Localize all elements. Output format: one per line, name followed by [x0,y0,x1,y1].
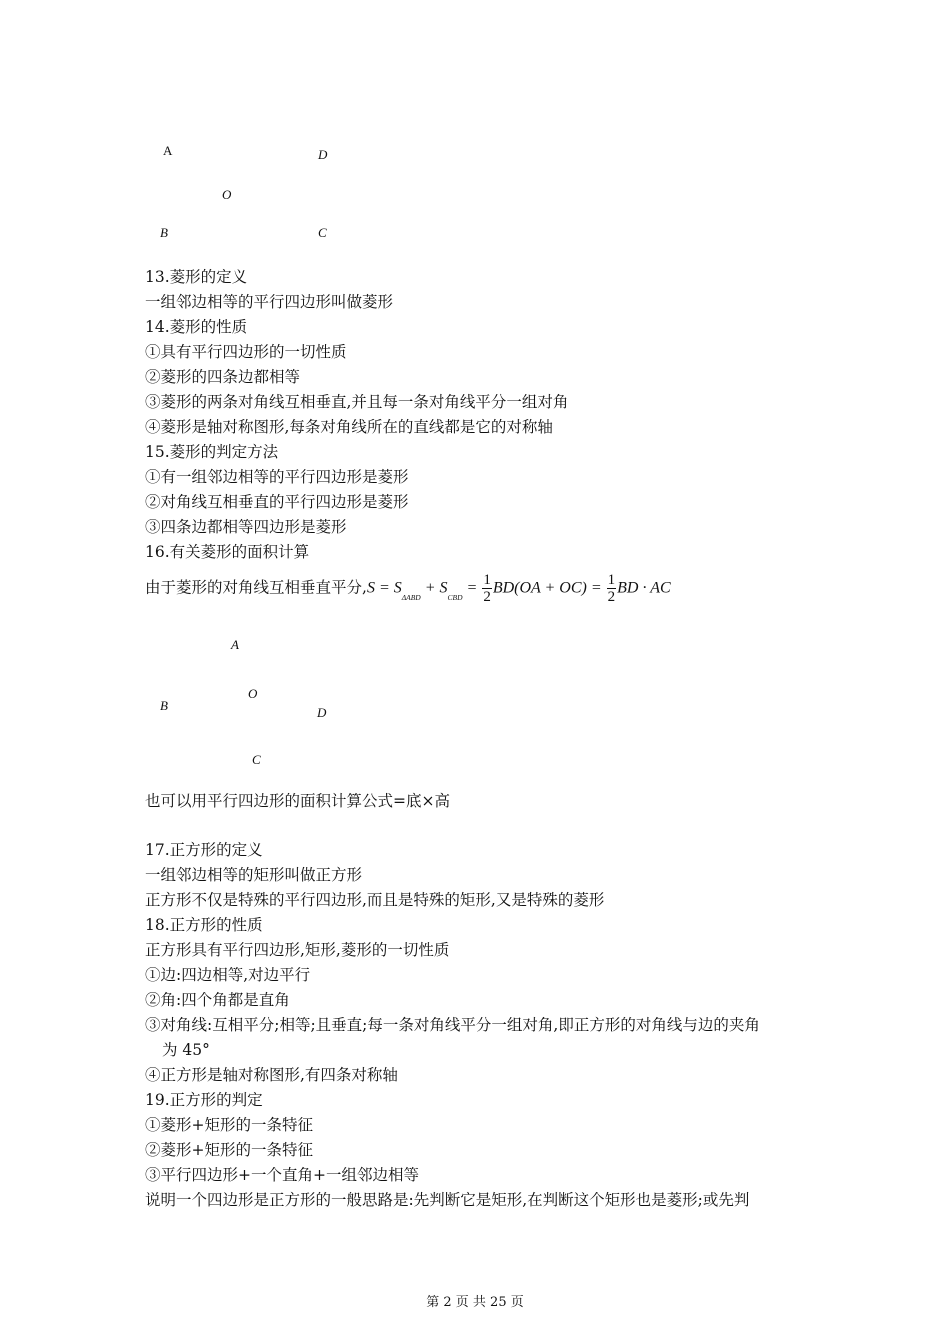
formula-part1: BD(OA + OC) = [492,579,606,597]
figure1-label-b: B [160,225,168,240]
text-line: ②菱形+矩形的一条特征 [145,1141,313,1159]
text-line: 也可以用平行四边形的面积计算公式=底×高 [145,792,450,810]
figure2-label-c: C [252,752,261,767]
formula-s1: S [393,579,402,597]
text-line: 正方形不仅是特殊的平行四边形,而且是特殊的矩形,又是特殊的菱形 [145,891,605,909]
section-18-title: 18.正方形的性质 [145,916,263,934]
formula-sub1: ΔABD [401,592,421,602]
text-line: ②菱形的四条边都相等 [145,368,301,386]
text-line: 一组邻边相等的矩形叫做正方形 [145,866,363,884]
text-line: ②对角线互相垂直的平行四边形是菱形 [145,493,409,511]
section-16-title: 16.有关菱形的面积计算 [145,543,310,561]
formula-equals-2: = [462,579,482,597]
formula-sub2: CBD [447,592,463,602]
text-line: ③对角线:互相平分;相等;且垂直;每一条对角线平分一组对角,即正方形的对角线与边的夹角 [145,1016,760,1034]
text-line: ④菱形是轴对称图形,每条对角线所在的直线都是它的对称轴 [145,418,553,436]
formula-plus: + [420,579,440,597]
fraction-denominator: 2 [483,589,491,605]
figure1-label-c: C [318,225,327,240]
fraction-denominator: 2 [607,589,616,605]
fraction-numerator: 1 [607,572,616,588]
text-line: ①具有平行四边形的一切性质 [145,343,347,361]
figure2-label-o: O [248,686,258,701]
text-line: 说明一个四边形是正方形的一般思路是:先判断它是矩形,在判断这个矩形也是菱形;或先判 [145,1191,750,1209]
text-line: ③菱形的两条对角线互相垂直,并且每一条对角线平分一组对角 [145,393,569,411]
section-15-title: 15.菱形的判定方法 [145,443,279,461]
figure1-label-o: O [222,187,232,202]
fraction-numerator: 1 [483,572,491,588]
page-footer: 第 2 页 共 25 页 [426,1295,524,1310]
formula-prefix: 由于菱形的对角线互相垂直平分, [145,578,367,597]
figure1-label-a: A [163,143,173,158]
text-line: ①有一组邻边相等的平行四边形是菱形 [145,468,409,486]
section-17-title: 17.正方形的定义 [145,841,263,859]
formula-s2: S [439,579,448,597]
formula-equals: = [374,579,394,597]
formula-s: S [366,579,375,597]
text-line: 正方形具有平行四边形,矩形,菱形的一切性质 [145,941,450,959]
text-line: ②角:四个角都是直角 [145,991,290,1009]
area-formula [145,572,671,612]
text-line: ③平行四边形+一个直角+一组邻边相等 [145,1166,419,1184]
text-line: 一组邻边相等的平行四边形叫做菱形 [145,293,394,311]
section-19-title: 19.正方形的判定 [145,1091,263,1109]
section-13-title: 13.菱形的定义 [145,268,248,286]
text-line: ①边:四边相等,对边平行 [145,966,311,984]
text-line: ①菱形+矩形的一条特征 [145,1116,313,1134]
figure1-label-d: D [318,147,328,162]
figure2-label-d: D [317,705,327,720]
text-line: ③四条边都相等四边形是菱形 [145,518,347,536]
section-14-title: 14.菱形的性质 [145,318,248,336]
fraction-half-2 [607,572,617,605]
figure2-label-a: A [231,637,239,652]
fraction-half [482,572,492,605]
text-line: 为 45° [162,1041,210,1059]
text-line: ④正方形是轴对称图形,有四条对称轴 [145,1066,398,1084]
formula-part2: BD · AC [617,579,671,597]
figure2-label-b: B [160,698,168,713]
